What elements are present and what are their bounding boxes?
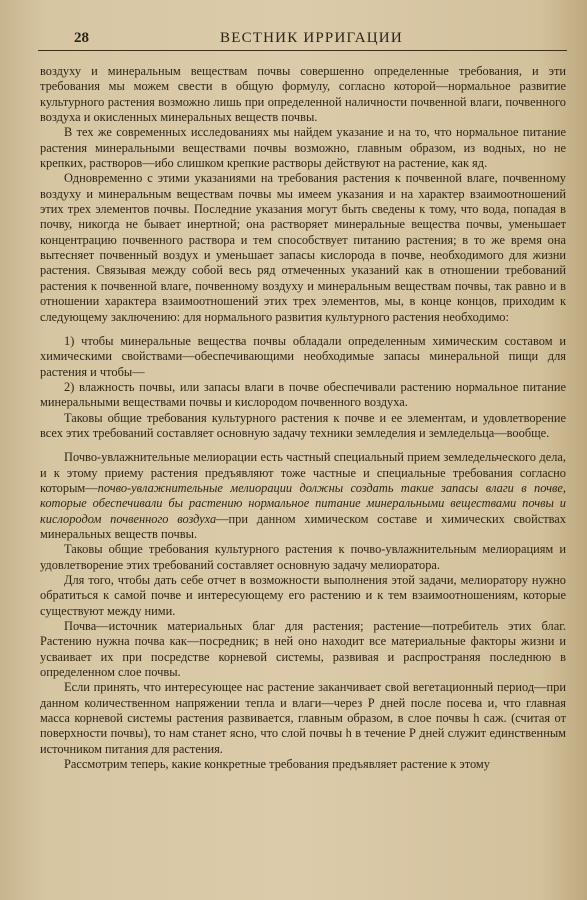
- list-item: 2) влажность почвы, или запасы влаги в почве обеспечивали растению нормальное питание минеральными веществами почвы и кислородом почвенного воздуха.: [40, 379, 566, 410]
- paragraph: Одновременно с этими указаниями на требования растения к почвенной влаге, почвенному воздуху и минеральным веществам почвы мы имеем указания и на характер взаимоотношений этих трех элементов почвы. Последние указания могут быть сведены к тому, что вода, попадая в почву, никогда не бывает инертной; она растворяет минеральные вещества почвы, уменьшает концентрацию почвенного раствора и тем способствует питанию растения; в то же время она вытесняет почвенный воздух и уменьшает запасы кислорода в почве, необходимого для жизни растения. Связывая между собой весь ряд отмеченных указаний как в отношении требований растения к почвенной влаге, почвенному воздуху и минеральным веществам почвы, так равно и в отношении характера взаимоотношений этих трех элементов, мы, в конце концов, приходим к следующему заключению: для нормального развития культурного растения необходимо:: [40, 171, 566, 324]
- paragraph: Таковы общие требования культурного растения к почво-увлажнительным мелиорациям и удовлетворение этих требований составляет основную задачу мелиоратора.: [40, 542, 566, 572]
- text-run: Почво-увлажнительные мелиорации есть частный специальный прием земледельческого дела, и к этому приему растения предъявляют тоже частные и специальные требования согласно которым—: [40, 450, 566, 495]
- page-header: [40, 28, 559, 52]
- paragraph: Почва—источник материальных благ для растения; растение—потребитель этих благ. Растению нужна почва как—посредник; в ней оно находит все материальные факторы жизни и усваивает их при посредстве корневой системы, развивая и распространяя последнюю в определенном слое почвы.: [40, 619, 566, 680]
- paragraph: В тех же современных исследованиях мы найдем указание и на то, что нормальное питание растения минеральными веществами почвы возможно, главным образом, из водных, но не крепких, растворов—ибо слишком крепкие растворы действуют на растение, как яд.: [40, 125, 566, 171]
- header-rule: [38, 50, 567, 51]
- paragraph: [40, 450, 566, 542]
- paragraph: Рассмотрим теперь, какие конкретные требования предъявляет растение к этому: [64, 757, 490, 772]
- page-number: 28: [74, 30, 89, 46]
- spacer: [40, 441, 566, 450]
- paragraph: Если принять, что интересующее нас растение заканчивает свой вегетационный период—при данном количественном напряжении тепла и влаги—через Р дней после посева и, что главная масса корневой системы растения развивается, главным образом, в слое почвы h саж. (считая от поверхности почвы), то нам станет ясно, что слой почвы h в течение Р дней служит единственным источником питания для растения.: [40, 680, 566, 756]
- paragraph: Для того, чтобы дать себе отчет в возможности выполнения этой задачи, мелиоратору нужно обратиться к самой почве и интересующему его растению и к тем взаимоотношениям, которые существуют между ними.: [40, 573, 566, 618]
- text-run: —при данном химическом составе и химических свойствах минеральных веществ почвы.: [40, 511, 566, 541]
- article-body: [40, 64, 566, 772]
- spacer: [40, 325, 566, 334]
- list-item: 1) чтобы минеральные вещества почвы обладали определенным химическим составом и химическими свойствами—обеспечивающими необходимые запасы минеральной пищи для растения и чтобы—: [40, 333, 566, 379]
- paragraph: воздуху и минеральным веществам почвы совершенно определенные требования, и эти требования мы можем свести в общую формулу, согласно которой—нормальное развитие культурного растения возможно лишь при определенной наличности почвенной влаги, почвенного воздуха и окисленных минеральных веществ почвы.: [40, 64, 566, 125]
- paragraph: Таковы общие требования культурного растения к почве и ее элементам, и удовлетворение всех этих требований составляет основную задачу техники земледелия и земледельца—вообще.: [40, 410, 566, 440]
- journal-title: ВЕСТНИК ИРРИГАЦИИ: [220, 30, 403, 46]
- italic-text-run: почво-увлажнительные мелиорации должны создать такие запасы влаги в почве, которые обеспечивали бы растению нормальное питание минеральными веществами почвы и кислородом почвенного воздуха: [40, 480, 566, 526]
